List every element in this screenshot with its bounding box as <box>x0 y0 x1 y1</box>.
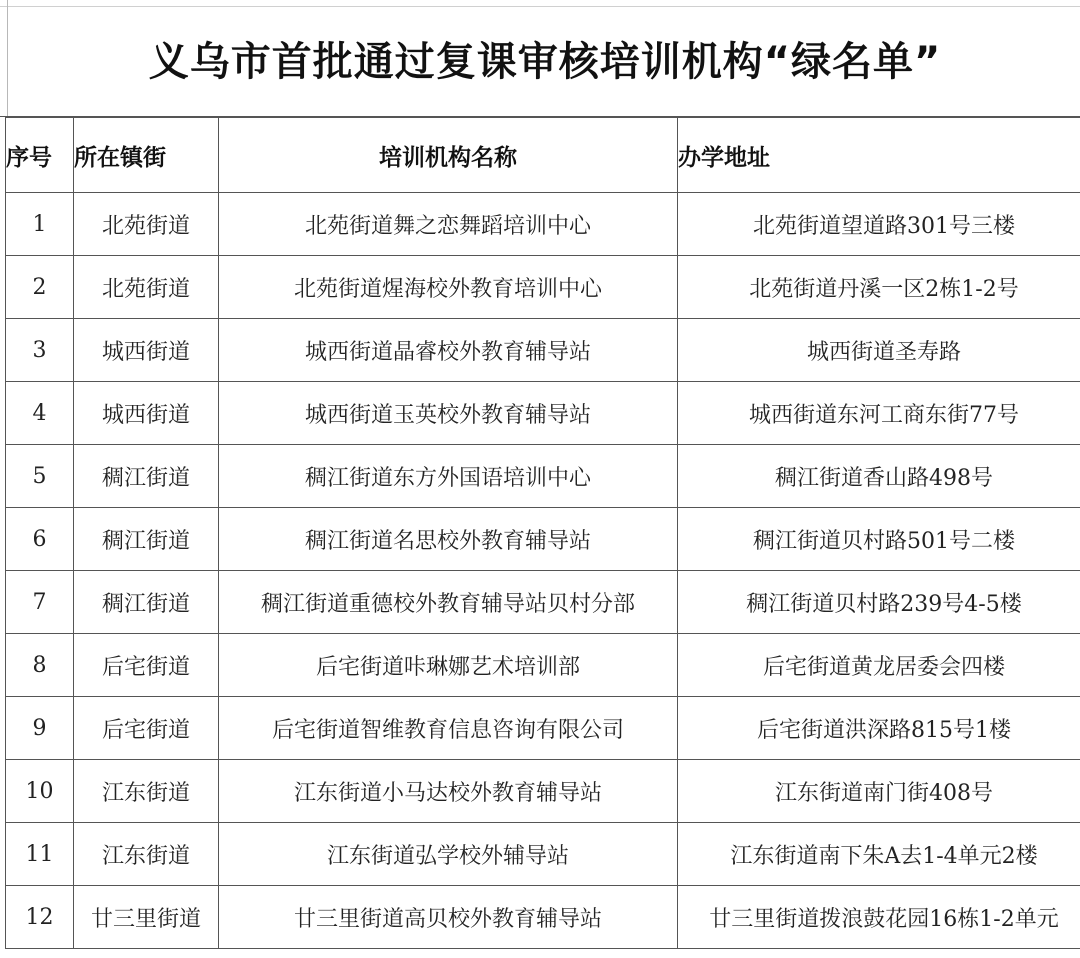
table-row <box>6 571 1080 634</box>
green-list-table <box>5 117 1080 949</box>
cell-address: 后宅街道黄龙居委会四楼 <box>678 634 1080 697</box>
cell-institution-name: 稠江街道重德校外教育辅导站贝村分部 <box>219 571 678 634</box>
header-no: 序号 <box>6 118 74 193</box>
cell-town: 江东街道 <box>74 760 219 823</box>
cell-no: 5 <box>6 445 74 508</box>
table-row <box>6 697 1080 760</box>
table-row <box>6 634 1080 697</box>
cell-institution-name: 后宅街道咔琳娜艺术培训部 <box>219 634 678 697</box>
cell-address: 北苑街道望道路301号三楼 <box>678 193 1080 256</box>
table-row <box>6 823 1080 886</box>
table-row <box>6 319 1080 382</box>
cell-no: 8 <box>6 634 74 697</box>
cell-institution-name: 北苑街道煋海校外教育培训中心 <box>219 256 678 319</box>
table-row <box>6 760 1080 823</box>
cell-town: 稠江街道 <box>74 508 219 571</box>
cell-town: 城西街道 <box>74 319 219 382</box>
cell-town: 稠江街道 <box>74 445 219 508</box>
table-row <box>6 445 1080 508</box>
cell-institution-name: 江东街道小马达校外教育辅导站 <box>219 760 678 823</box>
cell-institution-name: 江东街道弘学校外辅导站 <box>219 823 678 886</box>
cell-no: 12 <box>6 886 74 949</box>
header-address: 办学地址 <box>678 118 1080 193</box>
header-town: 所在镇街 <box>74 118 219 193</box>
cell-no: 11 <box>6 823 74 886</box>
cell-address: 稠江街道贝村路501号二楼 <box>678 508 1080 571</box>
table-row <box>6 193 1080 256</box>
header-row <box>6 118 1080 193</box>
page-title: 义乌市首批通过复课审核培训机构“绿名单” <box>0 0 1080 117</box>
cell-institution-name: 北苑街道舞之恋舞蹈培训中心 <box>219 193 678 256</box>
cell-institution-name: 城西街道晶睿校外教育辅导站 <box>219 319 678 382</box>
cell-town: 稠江街道 <box>74 571 219 634</box>
cell-no: 10 <box>6 760 74 823</box>
cell-address: 城西街道东河工商东街77号 <box>678 382 1080 445</box>
cell-no: 3 <box>6 319 74 382</box>
cell-town: 北苑街道 <box>74 256 219 319</box>
cell-no: 1 <box>6 193 74 256</box>
table-row <box>6 382 1080 445</box>
table-row <box>6 508 1080 571</box>
cell-address: 江东街道南门街408号 <box>678 760 1080 823</box>
cell-no: 7 <box>6 571 74 634</box>
table-row <box>6 256 1080 319</box>
cell-no: 2 <box>6 256 74 319</box>
cell-institution-name: 城西街道玉英校外教育辅导站 <box>219 382 678 445</box>
cell-address: 稠江街道香山路498号 <box>678 445 1080 508</box>
cell-town: 江东街道 <box>74 823 219 886</box>
cell-town: 后宅街道 <box>74 697 219 760</box>
cell-no: 4 <box>6 382 74 445</box>
cell-no: 9 <box>6 697 74 760</box>
cell-institution-name: 稠江街道东方外国语培训中心 <box>219 445 678 508</box>
cell-institution-name: 廿三里街道高贝校外教育辅导站 <box>219 886 678 949</box>
cell-address: 北苑街道丹溪一区2栋1-2号 <box>678 256 1080 319</box>
cell-town: 后宅街道 <box>74 634 219 697</box>
cell-address: 稠江街道贝村路239号4-5楼 <box>678 571 1080 634</box>
table-row <box>6 886 1080 949</box>
cell-town: 北苑街道 <box>74 193 219 256</box>
cell-address: 后宅街道洪深路815号1楼 <box>678 697 1080 760</box>
cell-address: 江东街道南下朱A去1-4单元2楼 <box>678 823 1080 886</box>
cell-institution-name: 后宅街道智维教育信息咨询有限公司 <box>219 697 678 760</box>
cell-no: 6 <box>6 508 74 571</box>
cell-town: 廿三里街道 <box>74 886 219 949</box>
cell-address: 城西街道圣寿路 <box>678 319 1080 382</box>
cell-institution-name: 稠江街道名思校外教育辅导站 <box>219 508 678 571</box>
cell-address: 廿三里街道拨浪鼓花园16栋1-2单元 <box>678 886 1080 949</box>
header-institution-name: 培训机构名称 <box>219 118 678 193</box>
cell-town: 城西街道 <box>74 382 219 445</box>
